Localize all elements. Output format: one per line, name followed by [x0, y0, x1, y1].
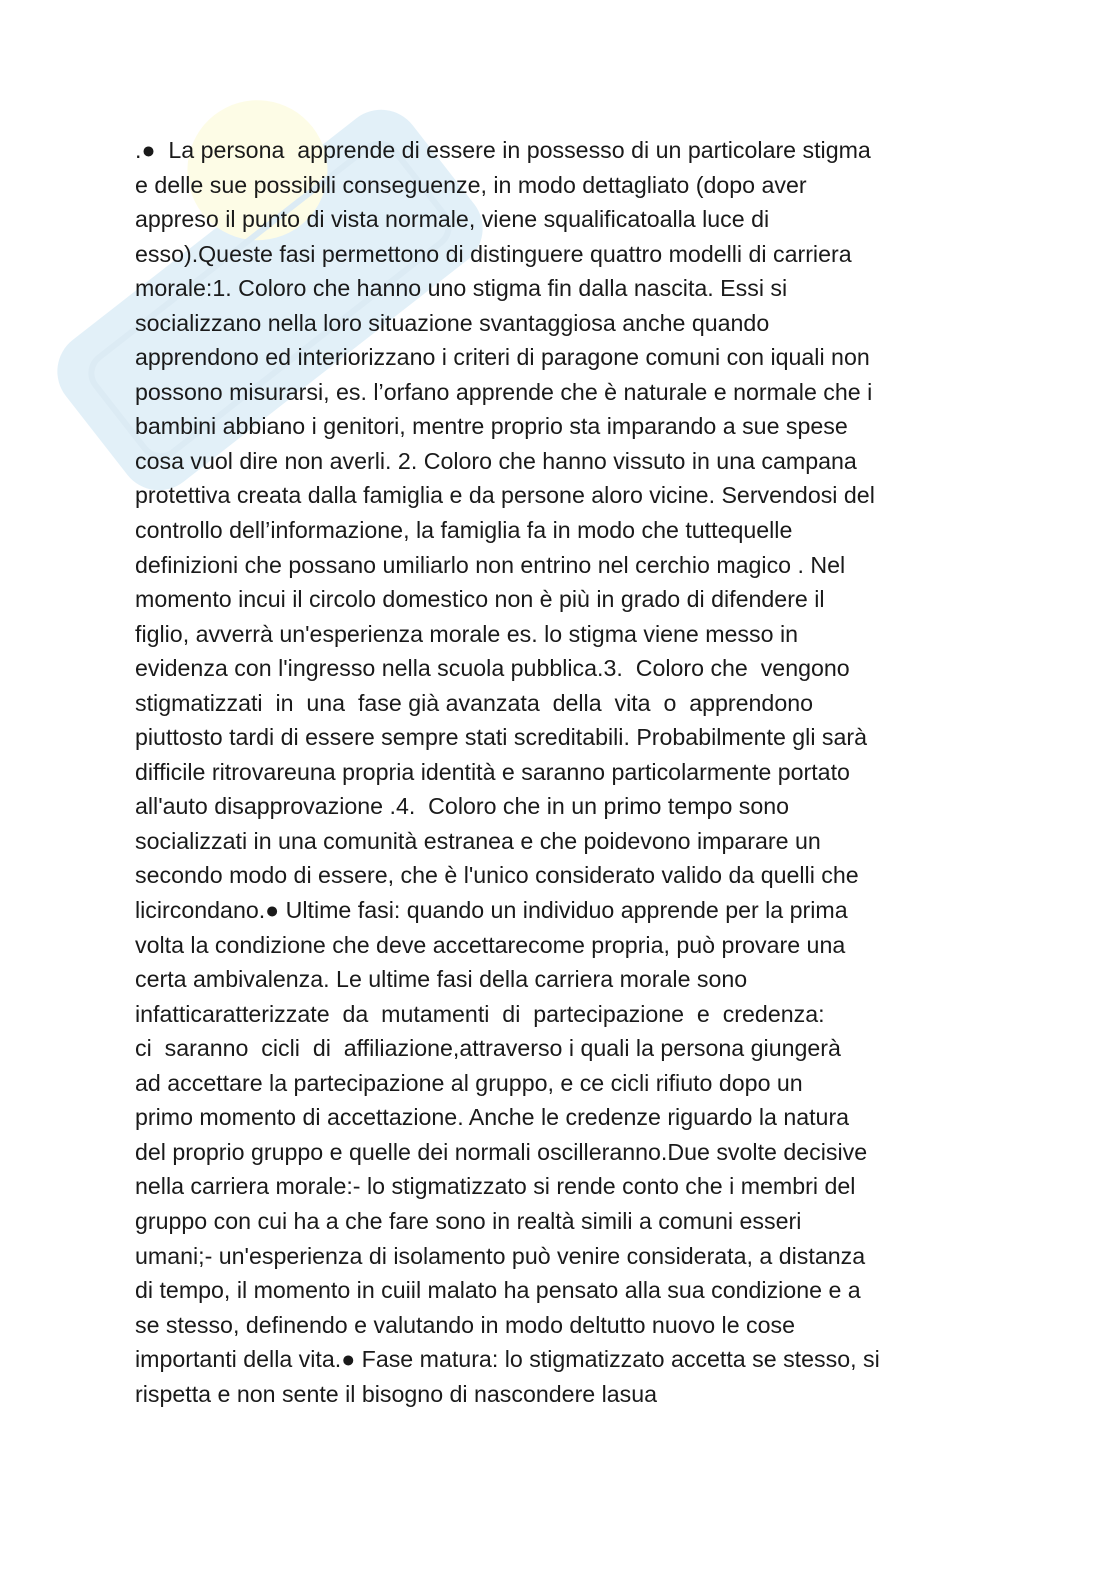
text-line: piuttosto tardi di essere sempre stati screditabili. Probabilmente gli sarà — [135, 724, 868, 751]
text-line: importanti della vita.● Fase matura: lo stigmatizzato accetta se stesso, si — [135, 1346, 880, 1373]
text-line: protettiva creata dalla famiglia e da persone aloro vicine. Servendosi del — [135, 482, 875, 509]
text-line: .● La persona apprende di essere in possesso di un particolare stigma — [135, 137, 871, 163]
text-line: evidenza con l'ingresso nella scuola pubblica.3. Coloro che vengono — [135, 655, 850, 682]
text-line: e delle sue possibili conseguenze, in modo dettagliato (dopo aver — [135, 171, 807, 198]
text-line: secondo modo di essere, che è l'unico considerato valido da quelli che — [135, 862, 859, 889]
text-line: all'auto disapprovazione .4. Coloro che in un primo tempo sono — [135, 793, 790, 820]
text-line: stigmatizzati in una fase già avanzata della vita o apprendono — [135, 689, 814, 716]
text-line: ad accettare la partecipazione al gruppo, e ce cicli rifiuto dopo un — [135, 1069, 803, 1096]
text-line: rispetta e non sente il bisogno di nascondere lasua — [135, 1380, 658, 1407]
text-line: umani;- un'esperienza di isolamento può venire considerata, a distanza — [135, 1242, 866, 1269]
text-line: di tempo, il momento in cuiil malato ha pensato alla sua condizione e a — [135, 1277, 861, 1304]
text-line: infatticaratterizzate da mutamenti di partecipazione e credenza: — [135, 1000, 825, 1027]
text-line: appreso il punto di vista normale, viene squalificatoalla luce di — [135, 206, 770, 233]
text-line: momento incui il circolo domestico non è più in grado di difendere il — [135, 586, 825, 613]
text-line: del proprio gruppo e quelle dei normali oscilleranno.Due svolte decisive — [135, 1138, 868, 1165]
text-line: possono misurarsi, es. l’orfano apprende che è naturale e normale che i — [135, 378, 873, 405]
text-line: se stesso, definendo e valutando in modo deltutto nuovo le cose — [135, 1311, 796, 1338]
text-line: primo momento di accettazione. Anche le credenze riguardo la natura — [135, 1104, 850, 1131]
text-line: morale:1. Coloro che hanno uno stigma fin dalla nascita. Essi si — [135, 275, 788, 302]
text-line: socializzati in una comunità estranea e che poidevono imparare un — [135, 827, 821, 854]
text-line: gruppo con cui ha a che fare sono in realtà simili a comuni esseri — [135, 1207, 802, 1234]
text-line: apprendono ed interiorizzano i criteri di paragone comuni con iquali non — [135, 344, 870, 371]
text-line: licircondano.● Ultime fasi: quando un individuo apprende per la prima — [135, 897, 848, 924]
text-line: definizioni che possano umiliarlo non entrino nel cerchio magico . Nel — [135, 551, 846, 578]
text-line: bambini abbiano i genitori, mentre proprio sta imparando a sue spese — [135, 413, 848, 440]
text-line: socializzano nella loro situazione svantaggiosa anche quando — [135, 309, 770, 336]
text-line: certa ambivalenza. Le ultime fasi della carriera morale sono — [135, 966, 748, 993]
text-line: figlio, avverrà un'esperienza morale es. lo stigma viene messo in — [135, 620, 799, 647]
text-line: volta la condizione che deve accettarecome propria, può provare una — [135, 931, 846, 958]
text-line: difficile ritrovareuna propria identità e saranno particolarmente portato — [135, 758, 850, 785]
document-body-text — [135, 133, 985, 1411]
text-line: ci saranno cicli di affiliazione,attraverso i quali la persona giungerà — [135, 1035, 841, 1062]
text-line: esso).Queste fasi permettono di distinguere quattro modelli di carriera — [135, 240, 852, 267]
text-line: controllo dell’informazione, la famiglia fa in modo che tuttequelle — [135, 517, 793, 544]
text-line: nella carriera morale:- lo stigmatizzato si rende conto che i membri del — [135, 1173, 856, 1200]
text-line: cosa vuol dire non averli. 2. Coloro che hanno vissuto in una campana — [135, 447, 857, 474]
